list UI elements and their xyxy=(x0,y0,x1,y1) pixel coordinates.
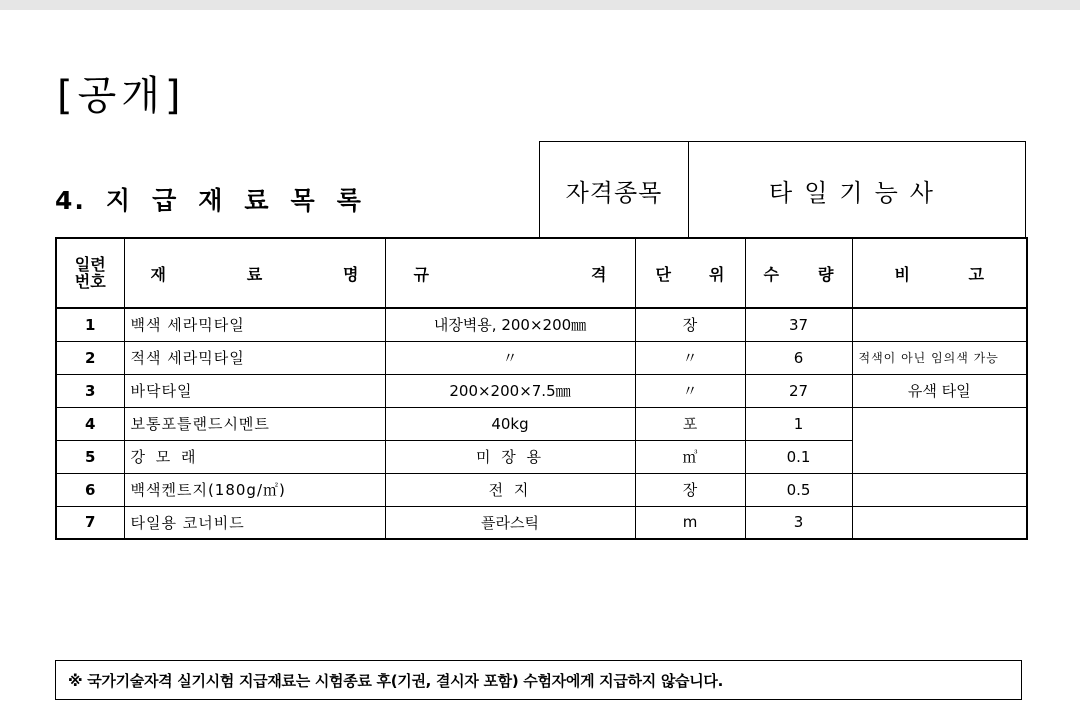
cell-quantity: 0.5 xyxy=(745,473,852,506)
cell-spec: 40kg xyxy=(385,407,635,440)
cell-material-name: 바닥타일 xyxy=(124,374,385,407)
cell-spec: 미 장 용 xyxy=(385,440,635,473)
cell-quantity: 3 xyxy=(745,506,852,539)
cell-unit: m xyxy=(635,506,745,539)
header-unit-char: 위 xyxy=(709,264,725,284)
top-strip xyxy=(0,0,1080,10)
cell-unit: 〃 xyxy=(635,374,745,407)
header-note-char: 고 xyxy=(968,264,984,284)
cell-note: 유색 타일 xyxy=(852,374,1027,407)
header-serial-no xyxy=(56,238,124,308)
section-number: 4. xyxy=(55,186,86,215)
cell-serial-no: 3 xyxy=(56,374,124,407)
header-note-char: 비 xyxy=(894,264,910,284)
cell-note xyxy=(852,506,1027,539)
header-quantity-char: 수 xyxy=(763,264,779,284)
cell-serial-no: 4 xyxy=(56,407,124,440)
cell-spec: 플라스틱 xyxy=(385,506,635,539)
header-unit-char: 단 xyxy=(655,264,671,284)
cell-spec: 전 지 xyxy=(385,473,635,506)
cell-material-name: 백색 세라믹타일 xyxy=(124,308,385,341)
cell-serial-no: 1 xyxy=(56,308,124,341)
cell-unit: 장 xyxy=(635,308,745,341)
header-spec xyxy=(385,238,635,308)
cell-note xyxy=(852,407,1027,473)
cell-serial-no: 2 xyxy=(56,341,124,374)
cell-note xyxy=(852,473,1027,506)
cell-material-name: 보통포틀랜드시멘트 xyxy=(124,407,385,440)
section-title xyxy=(55,181,383,217)
table-row xyxy=(56,341,1027,374)
cell-quantity: 1 xyxy=(745,407,852,440)
header-note xyxy=(852,238,1027,308)
section-title-char: 재 xyxy=(198,186,225,215)
cell-unit: 포 xyxy=(635,407,745,440)
cell-quantity: 6 xyxy=(745,341,852,374)
table-row xyxy=(56,407,1027,440)
cell-unit: ㎥ xyxy=(635,440,745,473)
materials-table xyxy=(55,237,1028,540)
qualification-label: 자격종목 xyxy=(540,142,689,238)
header-material-name-char: 료 xyxy=(246,264,263,284)
section-title-char: 목 xyxy=(290,186,317,215)
table-row xyxy=(56,473,1027,506)
cell-spec: 내장벽용, 200×200㎜ xyxy=(385,308,635,341)
section-header xyxy=(55,141,1026,239)
notice-box: ※ 국가기술자격 실기시험 지급재료는 시험종료 후(기권, 결시자 포함) 수험자에게 지급하지 않습니다. xyxy=(55,660,1022,700)
section-title-char: 급 xyxy=(152,186,179,215)
header-spec-char: 규 xyxy=(413,264,429,284)
cell-serial-no: 5 xyxy=(56,440,124,473)
cell-material-name: 강 모 래 xyxy=(124,440,385,473)
header-serial-no-line1: 일련 xyxy=(74,255,106,274)
header-material-name-char: 재 xyxy=(150,264,166,284)
cell-note: 적색이 아닌 임의색 가능 xyxy=(852,341,1027,374)
cell-material-name: 타일용 코너비드 xyxy=(124,506,385,539)
cell-unit: 〃 xyxy=(635,341,745,374)
section-title-char: 지 xyxy=(105,186,133,215)
cell-unit: 장 xyxy=(635,473,745,506)
header-quantity-char: 량 xyxy=(818,264,834,284)
cell-quantity: 0.1 xyxy=(745,440,852,473)
header-material-name xyxy=(124,238,385,308)
doc-classification-label: [공개] xyxy=(57,73,186,119)
cell-serial-no: 6 xyxy=(56,473,124,506)
cell-quantity: 27 xyxy=(745,374,852,407)
table-row xyxy=(56,308,1027,341)
section-title-char: 록 xyxy=(336,186,363,215)
table-header-row xyxy=(56,238,1027,308)
section-title-char: 료 xyxy=(244,186,271,215)
header-material-name-char: 명 xyxy=(343,264,359,284)
header-quantity xyxy=(745,238,852,308)
header-serial-no-line2: 번호 xyxy=(74,272,106,291)
qualification-value: 타일기능사 xyxy=(769,178,945,207)
cell-material-name: 적색 세라믹타일 xyxy=(124,341,385,374)
cell-quantity: 37 xyxy=(745,308,852,341)
cell-material-name: 백색켄트지(180g/㎡) xyxy=(124,473,385,506)
cell-spec: 200×200×7.5㎜ xyxy=(385,374,635,407)
header-spec-char: 격 xyxy=(591,264,607,284)
cell-spec: 〃 xyxy=(385,341,635,374)
table-row xyxy=(56,506,1027,539)
header-unit xyxy=(635,238,745,308)
table-row xyxy=(56,374,1027,407)
cell-note xyxy=(852,308,1027,341)
qualification-box xyxy=(539,141,1026,238)
cell-serial-no: 7 xyxy=(56,506,124,539)
